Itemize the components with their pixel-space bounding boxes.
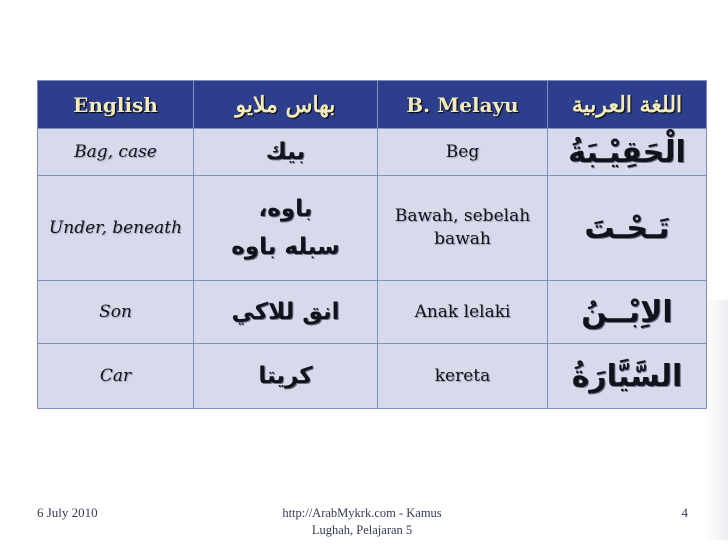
header-jawi: بهاس ملايو bbox=[194, 81, 378, 129]
footer-source bbox=[262, 505, 462, 539]
jawi-line: باوه، bbox=[258, 196, 313, 222]
footer-source-line: http://ArabMykrk.com - Kamus bbox=[282, 506, 442, 520]
cell-jawi bbox=[194, 281, 378, 344]
table-row bbox=[38, 344, 707, 409]
cell-english: Under, beneath bbox=[38, 176, 194, 281]
header-english: English bbox=[38, 81, 194, 129]
cell-arabic: الْحَقِيْـبَةُ bbox=[548, 129, 707, 176]
cell-melayu bbox=[378, 129, 548, 176]
cell-jawi bbox=[194, 129, 378, 176]
header-arabic: اللغة العربية bbox=[548, 81, 707, 129]
header-melayu: B. Melayu bbox=[378, 81, 548, 129]
jawi-line: بيك bbox=[265, 139, 306, 165]
cell-english: Son bbox=[38, 281, 194, 344]
cell-jawi bbox=[194, 344, 378, 409]
footer-source-line: Lughah, Pelajaran 5 bbox=[311, 523, 413, 537]
cell-arabic: الاِبْــنُ bbox=[548, 281, 707, 344]
cell-arabic: السَّيَّارَةُ bbox=[548, 344, 707, 409]
cell-melayu bbox=[378, 281, 548, 344]
melayu-line: bawah bbox=[434, 229, 491, 249]
melayu-line: kereta bbox=[434, 365, 491, 386]
table-row bbox=[38, 176, 707, 281]
cell-melayu bbox=[378, 176, 548, 281]
page-number: 4 bbox=[681, 505, 688, 520]
vocabulary-table bbox=[37, 80, 707, 409]
melayu-line: Anak lelaki bbox=[414, 301, 511, 322]
jawi-line: كريتا bbox=[258, 363, 313, 389]
cell-melayu bbox=[378, 344, 548, 409]
table-row bbox=[38, 129, 707, 176]
jawi-line: سبله باوه bbox=[231, 234, 340, 260]
cell-arabic: تَـحْـتَ bbox=[548, 176, 707, 281]
melayu-line: Bawah, sebelah bbox=[394, 206, 531, 226]
footer-date: 6 July 2010 bbox=[37, 505, 98, 520]
cell-jawi bbox=[194, 176, 378, 281]
decorative-edge bbox=[704, 300, 728, 540]
jawi-line: انق للاكي bbox=[231, 299, 340, 325]
cell-english: Car bbox=[38, 344, 194, 409]
melayu-line: Beg bbox=[445, 141, 480, 162]
cell-english: Bag, case bbox=[38, 129, 194, 176]
table-row bbox=[38, 281, 707, 344]
table-header-row bbox=[38, 81, 707, 129]
